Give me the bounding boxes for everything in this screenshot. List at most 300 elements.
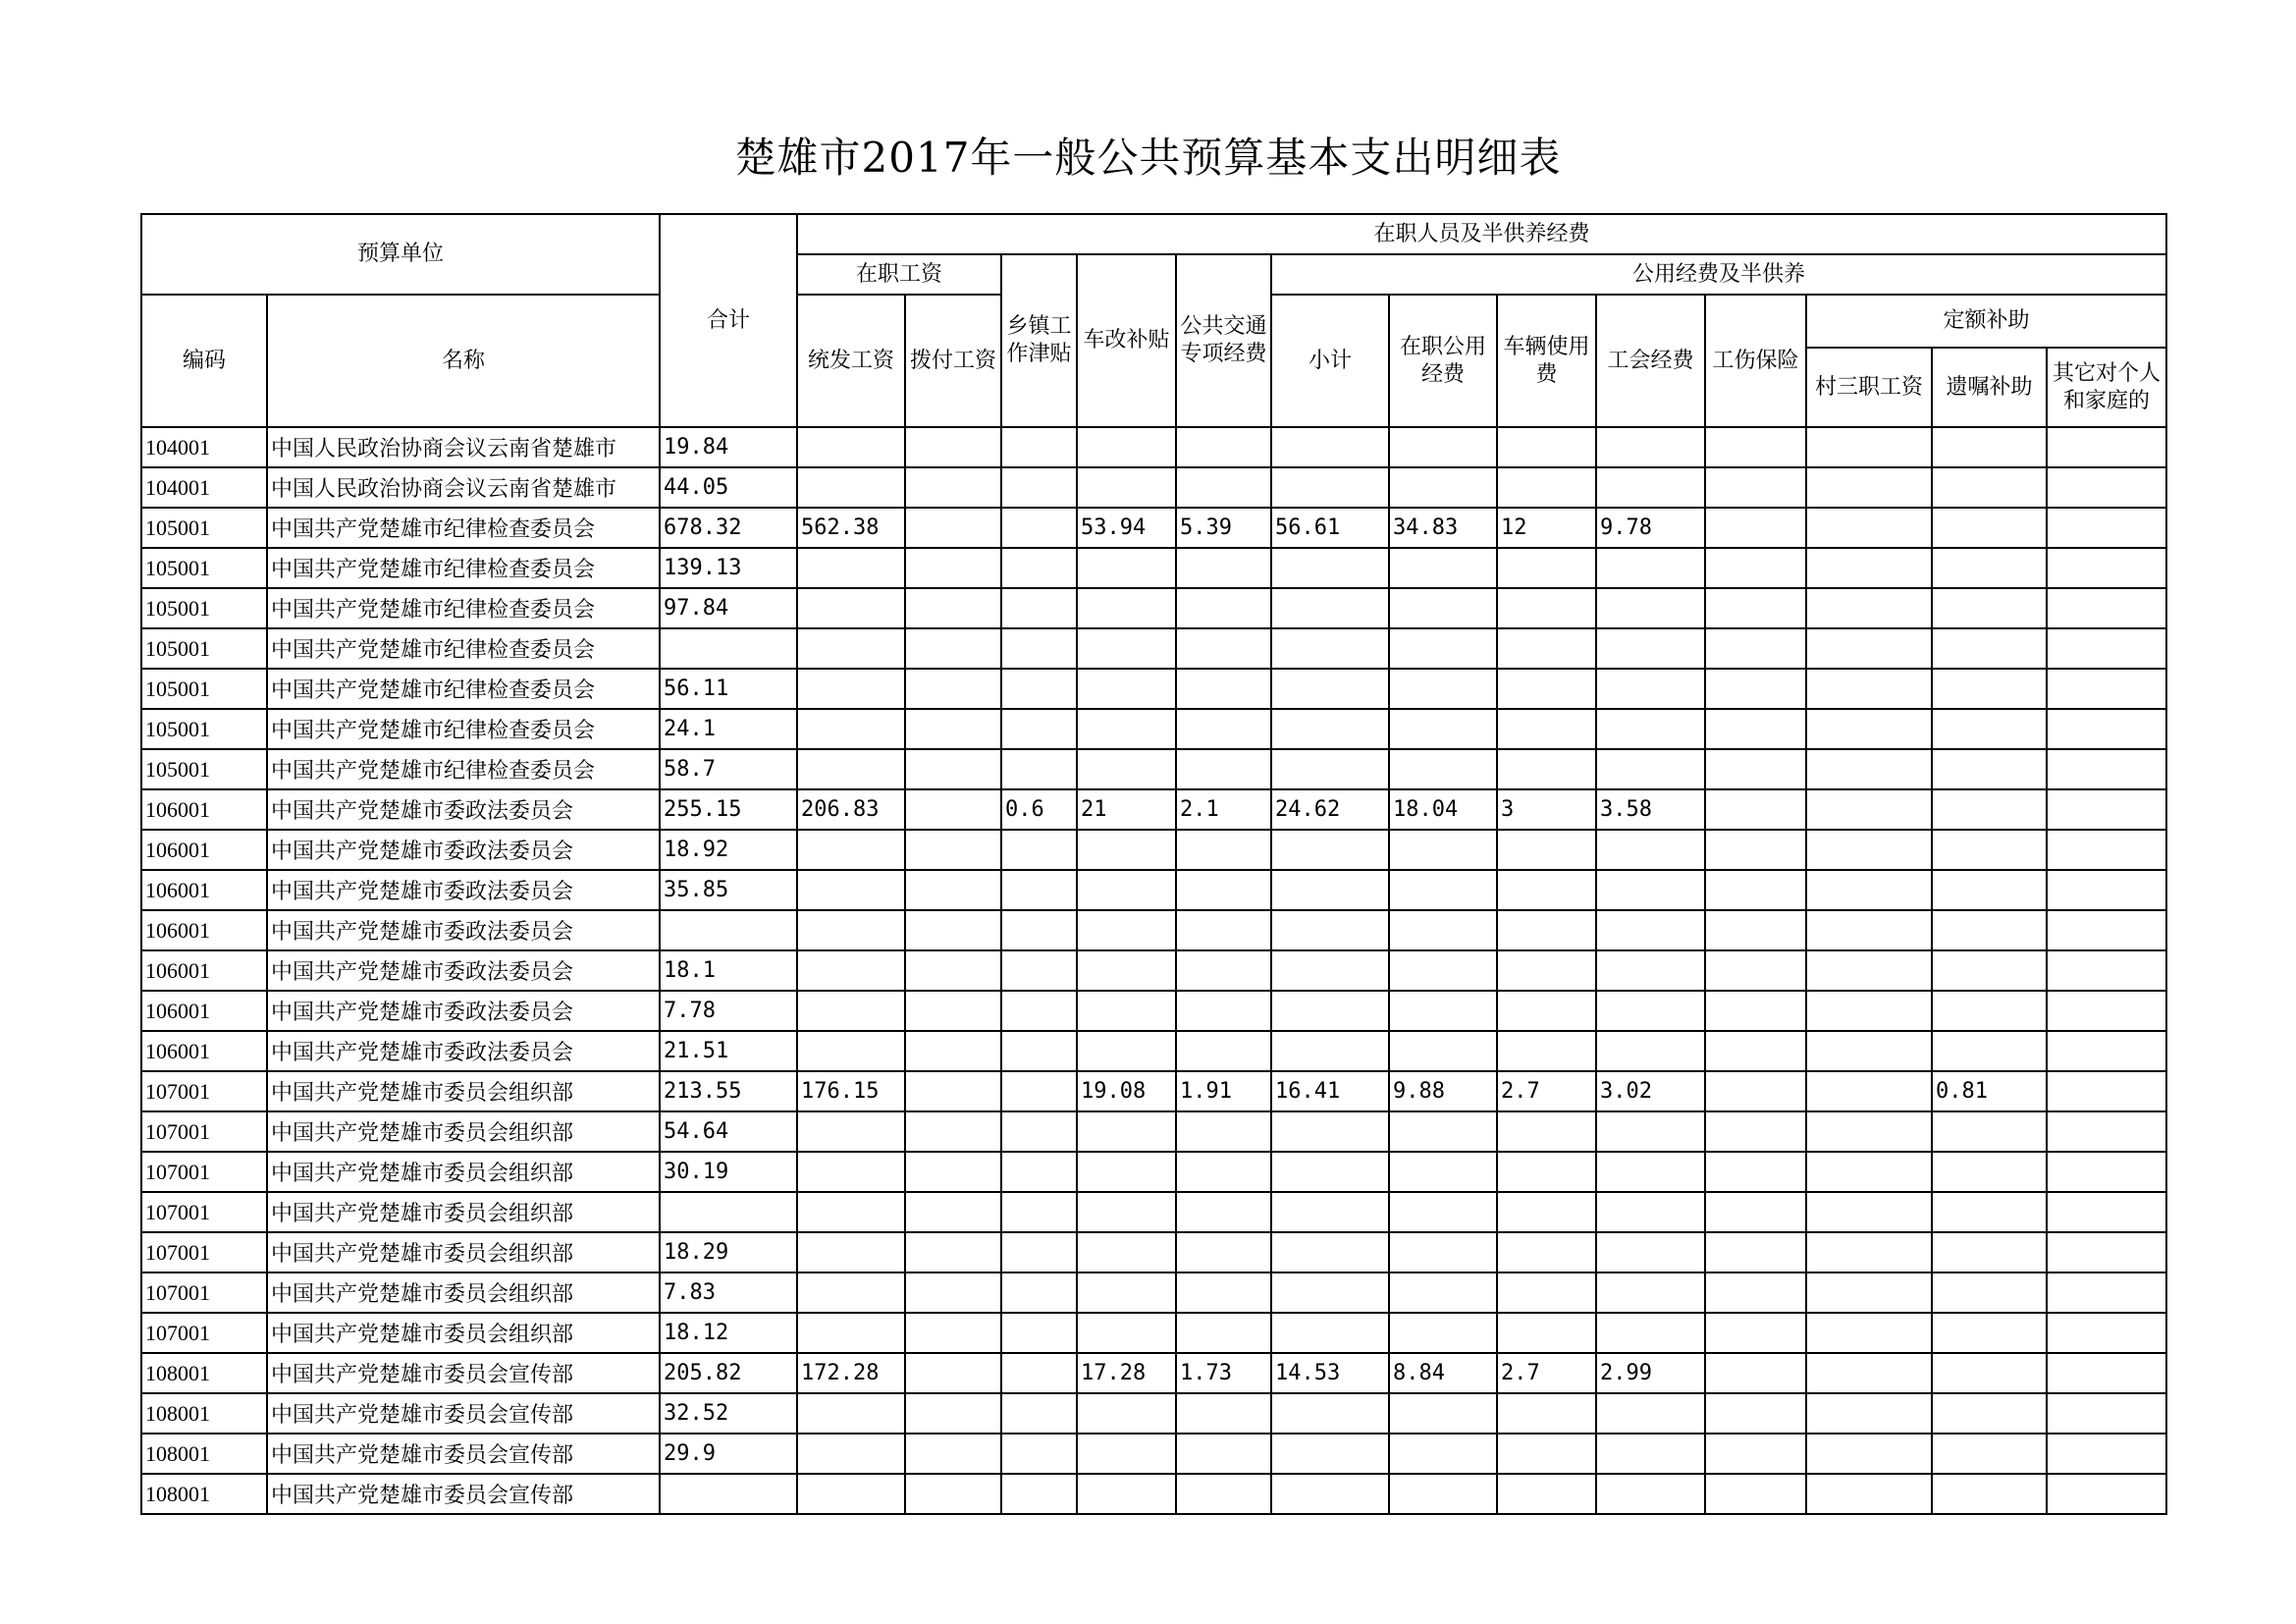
cell-name: 中国共产党楚雄市委员会组织部: [267, 1071, 660, 1111]
cell-union-expense: [1596, 628, 1705, 669]
cell-vehicle-expense: [1497, 1232, 1596, 1272]
cell-vehicle-expense: [1497, 910, 1596, 950]
table-row: [141, 910, 2166, 950]
cell-survivor-subsidy: [1932, 1313, 2047, 1353]
cell-public-transport-special: [1176, 1313, 1271, 1353]
cell-allocated-salary: [905, 1031, 1001, 1071]
cell-other-personal-family: [2047, 910, 2166, 950]
cell-total: 19.84: [660, 427, 797, 467]
cell-name: 中国共产党楚雄市委员会组织部: [267, 1111, 660, 1152]
cell-village-three-salary: [1806, 789, 1932, 830]
header-code: 编码: [141, 295, 267, 427]
cell-subtotal: [1271, 1313, 1389, 1353]
header-vehicle-expense: 车辆使用费: [1497, 295, 1596, 427]
cell-village-three-salary: [1806, 749, 1932, 789]
cell-subtotal: [1271, 910, 1389, 950]
table-row: [141, 1272, 2166, 1313]
cell-subtotal: [1271, 1111, 1389, 1152]
cell-public-transport-special: [1176, 1474, 1271, 1514]
cell-survivor-subsidy: [1932, 1111, 2047, 1152]
cell-unified-salary: [797, 1393, 905, 1434]
cell-code: 107001: [141, 1152, 267, 1192]
cell-subtotal: [1271, 628, 1389, 669]
cell-subtotal: [1271, 830, 1389, 870]
cell-total: 24.1: [660, 709, 797, 749]
cell-staff-public-expense: 34.83: [1389, 508, 1497, 548]
cell-staff-public-expense: [1389, 548, 1497, 588]
cell-village-three-salary: [1806, 1313, 1932, 1353]
cell-vehicle-expense: [1497, 950, 1596, 991]
cell-vehicle-expense: 2.7: [1497, 1353, 1596, 1393]
cell-other-personal-family: [2047, 628, 2166, 669]
cell-unified-salary: [797, 1031, 905, 1071]
cell-code: 104001: [141, 467, 267, 508]
cell-injury-insurance: [1705, 1272, 1806, 1313]
cell-car-reform-subsidy: [1077, 467, 1176, 508]
header-other-personal-family: 其它对个人和家庭的: [2047, 348, 2166, 427]
cell-other-personal-family: [2047, 1232, 2166, 1272]
page-title: 楚雄市2017年一般公共预算基本支出明细表: [734, 134, 1562, 182]
cell-survivor-subsidy: [1932, 789, 2047, 830]
cell-subtotal: 56.61: [1271, 508, 1389, 548]
cell-vehicle-expense: [1497, 669, 1596, 709]
cell-public-transport-special: [1176, 427, 1271, 467]
cell-survivor-subsidy: [1932, 910, 2047, 950]
cell-car-reform-subsidy: [1077, 870, 1176, 910]
cell-subtotal: [1271, 1393, 1389, 1434]
cell-staff-public-expense: [1389, 1313, 1497, 1353]
table-row: [141, 709, 2166, 749]
cell-other-personal-family: [2047, 1393, 2166, 1434]
cell-vehicle-expense: [1497, 1272, 1596, 1313]
table-row: [141, 467, 2166, 508]
cell-survivor-subsidy: [1932, 749, 2047, 789]
table-row: [141, 427, 2166, 467]
cell-subtotal: [1271, 669, 1389, 709]
cell-total: [660, 910, 797, 950]
cell-township-allowance: [1001, 1474, 1077, 1514]
cell-other-personal-family: [2047, 548, 2166, 588]
cell-village-three-salary: [1806, 669, 1932, 709]
cell-code: 108001: [141, 1353, 267, 1393]
cell-staff-public-expense: [1389, 669, 1497, 709]
cell-township-allowance: [1001, 1192, 1077, 1232]
cell-injury-insurance: [1705, 427, 1806, 467]
cell-car-reform-subsidy: 21: [1077, 789, 1176, 830]
cell-survivor-subsidy: [1932, 1474, 2047, 1514]
cell-injury-insurance: [1705, 669, 1806, 709]
cell-vehicle-expense: 2.7: [1497, 1071, 1596, 1111]
cell-survivor-subsidy: [1932, 548, 2047, 588]
cell-union-expense: [1596, 830, 1705, 870]
header-budget-unit: 预算单位: [141, 214, 660, 295]
cell-allocated-salary: [905, 1474, 1001, 1514]
cell-total: 35.85: [660, 870, 797, 910]
cell-township-allowance: [1001, 427, 1077, 467]
cell-code: 105001: [141, 749, 267, 789]
cell-public-transport-special: 2.1: [1176, 789, 1271, 830]
cell-vehicle-expense: [1497, 1393, 1596, 1434]
cell-total: 18.92: [660, 830, 797, 870]
cell-unified-salary: [797, 1434, 905, 1474]
header-staff-salary: 在职工资: [797, 254, 1001, 295]
cell-township-allowance: [1001, 1393, 1077, 1434]
cell-public-transport-special: [1176, 1434, 1271, 1474]
cell-village-three-salary: [1806, 628, 1932, 669]
cell-public-transport-special: [1176, 467, 1271, 508]
cell-allocated-salary: [905, 1071, 1001, 1111]
cell-allocated-salary: [905, 1192, 1001, 1232]
cell-public-transport-special: [1176, 830, 1271, 870]
cell-code: 107001: [141, 1071, 267, 1111]
cell-village-three-salary: [1806, 1232, 1932, 1272]
cell-township-allowance: [1001, 1152, 1077, 1192]
cell-injury-insurance: [1705, 1031, 1806, 1071]
header-allocated-salary: 拨付工资: [905, 295, 1001, 427]
cell-union-expense: [1596, 1111, 1705, 1152]
cell-staff-public-expense: [1389, 1192, 1497, 1232]
cell-union-expense: [1596, 1434, 1705, 1474]
cell-vehicle-expense: [1497, 830, 1596, 870]
cell-name: 中国共产党楚雄市委员会组织部: [267, 1313, 660, 1353]
cell-subtotal: 16.41: [1271, 1071, 1389, 1111]
table-row: [141, 1192, 2166, 1232]
cell-survivor-subsidy: [1932, 1192, 2047, 1232]
cell-vehicle-expense: [1497, 1313, 1596, 1353]
table-row: [141, 588, 2166, 628]
header-public-transport-special: 公共交通专项经费: [1176, 254, 1271, 427]
cell-staff-public-expense: [1389, 588, 1497, 628]
cell-survivor-subsidy: [1932, 991, 2047, 1031]
cell-injury-insurance: [1705, 1474, 1806, 1514]
cell-village-three-salary: [1806, 910, 1932, 950]
cell-code: 107001: [141, 1192, 267, 1232]
cell-vehicle-expense: [1497, 1434, 1596, 1474]
cell-township-allowance: [1001, 991, 1077, 1031]
cell-unified-salary: [797, 1111, 905, 1152]
cell-other-personal-family: [2047, 749, 2166, 789]
cell-other-personal-family: [2047, 1071, 2166, 1111]
cell-injury-insurance: [1705, 950, 1806, 991]
cell-car-reform-subsidy: [1077, 991, 1176, 1031]
cell-subtotal: [1271, 1272, 1389, 1313]
cell-car-reform-subsidy: [1077, 1232, 1176, 1272]
cell-other-personal-family: [2047, 870, 2166, 910]
cell-name: 中国共产党楚雄市委员会组织部: [267, 1272, 660, 1313]
cell-unified-salary: 172.28: [797, 1353, 905, 1393]
cell-union-expense: [1596, 870, 1705, 910]
cell-survivor-subsidy: [1932, 950, 2047, 991]
cell-village-three-salary: [1806, 588, 1932, 628]
cell-township-allowance: [1001, 910, 1077, 950]
cell-survivor-subsidy: [1932, 870, 2047, 910]
cell-allocated-salary: [905, 1272, 1001, 1313]
cell-public-transport-special: [1176, 628, 1271, 669]
cell-subtotal: [1271, 749, 1389, 789]
cell-code: 108001: [141, 1434, 267, 1474]
cell-staff-public-expense: [1389, 709, 1497, 749]
cell-other-personal-family: [2047, 709, 2166, 749]
cell-unified-salary: [797, 467, 905, 508]
header-fixed-subsidy: 定额补助: [1806, 295, 2166, 348]
header-staff-and-support: 在职人员及半供养经费: [797, 214, 2166, 254]
cell-subtotal: [1271, 870, 1389, 910]
cell-union-expense: [1596, 749, 1705, 789]
cell-township-allowance: [1001, 1071, 1077, 1111]
cell-name: 中国共产党楚雄市委政法委员会: [267, 910, 660, 950]
cell-car-reform-subsidy: [1077, 427, 1176, 467]
cell-code: 105001: [141, 669, 267, 709]
cell-name: 中国共产党楚雄市委员会宣传部: [267, 1474, 660, 1514]
cell-injury-insurance: [1705, 1353, 1806, 1393]
cell-vehicle-expense: [1497, 1152, 1596, 1192]
cell-township-allowance: [1001, 588, 1077, 628]
cell-car-reform-subsidy: [1077, 1031, 1176, 1071]
cell-allocated-salary: [905, 548, 1001, 588]
cell-total: 205.82: [660, 1353, 797, 1393]
cell-township-allowance: [1001, 669, 1077, 709]
cell-union-expense: [1596, 588, 1705, 628]
cell-unified-salary: [797, 749, 905, 789]
cell-staff-public-expense: 9.88: [1389, 1071, 1497, 1111]
cell-township-allowance: [1001, 950, 1077, 991]
cell-name: 中国共产党楚雄市委员会组织部: [267, 1152, 660, 1192]
cell-vehicle-expense: [1497, 588, 1596, 628]
cell-code: 105001: [141, 709, 267, 749]
cell-other-personal-family: [2047, 1474, 2166, 1514]
cell-public-transport-special: [1176, 910, 1271, 950]
cell-survivor-subsidy: [1932, 1393, 2047, 1434]
cell-name: 中国共产党楚雄市委员会宣传部: [267, 1393, 660, 1434]
cell-code: 107001: [141, 1111, 267, 1152]
header-unified-salary: 统发工资: [797, 295, 905, 427]
cell-survivor-subsidy: [1932, 628, 2047, 669]
cell-unified-salary: [797, 870, 905, 910]
cell-code: 106001: [141, 789, 267, 830]
cell-township-allowance: [1001, 628, 1077, 669]
cell-staff-public-expense: 18.04: [1389, 789, 1497, 830]
cell-other-personal-family: [2047, 588, 2166, 628]
cell-village-three-salary: [1806, 427, 1932, 467]
cell-code: 105001: [141, 628, 267, 669]
cell-name: 中国共产党楚雄市委政法委员会: [267, 1031, 660, 1071]
cell-allocated-salary: [905, 950, 1001, 991]
header-staff-public-expense: 在职公用经费: [1389, 295, 1497, 427]
cell-subtotal: [1271, 1434, 1389, 1474]
cell-allocated-salary: [905, 1353, 1001, 1393]
table-row: [141, 1071, 2166, 1111]
cell-unified-salary: [797, 991, 905, 1031]
cell-total: 255.15: [660, 789, 797, 830]
table-row: [141, 1031, 2166, 1071]
cell-village-three-salary: [1806, 1353, 1932, 1393]
cell-unified-salary: [797, 669, 905, 709]
cell-code: 106001: [141, 870, 267, 910]
cell-total: [660, 1192, 797, 1232]
cell-car-reform-subsidy: [1077, 1434, 1176, 1474]
cell-car-reform-subsidy: [1077, 1111, 1176, 1152]
cell-name: 中国共产党楚雄市委员会宣传部: [267, 1434, 660, 1474]
cell-vehicle-expense: 12: [1497, 508, 1596, 548]
cell-staff-public-expense: [1389, 749, 1497, 789]
cell-subtotal: 24.62: [1271, 789, 1389, 830]
table-row: [141, 991, 2166, 1031]
cell-total: 139.13: [660, 548, 797, 588]
cell-unified-salary: 562.38: [797, 508, 905, 548]
cell-car-reform-subsidy: [1077, 749, 1176, 789]
cell-vehicle-expense: 3: [1497, 789, 1596, 830]
cell-other-personal-family: [2047, 467, 2166, 508]
cell-union-expense: [1596, 548, 1705, 588]
cell-allocated-salary: [905, 991, 1001, 1031]
header-subtotal: 小计: [1271, 295, 1389, 427]
cell-code: 107001: [141, 1232, 267, 1272]
cell-unified-salary: [797, 1474, 905, 1514]
cell-township-allowance: [1001, 830, 1077, 870]
cell-township-allowance: [1001, 1434, 1077, 1474]
cell-subtotal: [1271, 467, 1389, 508]
cell-subtotal: [1271, 1152, 1389, 1192]
cell-injury-insurance: [1705, 628, 1806, 669]
cell-code: 105001: [141, 588, 267, 628]
cell-other-personal-family: [2047, 991, 2166, 1031]
cell-car-reform-subsidy: [1077, 1393, 1176, 1434]
cell-code: 105001: [141, 548, 267, 588]
cell-injury-insurance: [1705, 1434, 1806, 1474]
cell-village-three-salary: [1806, 950, 1932, 991]
cell-unified-salary: [797, 1232, 905, 1272]
cell-staff-public-expense: [1389, 870, 1497, 910]
cell-injury-insurance: [1705, 749, 1806, 789]
cell-public-transport-special: 1.91: [1176, 1071, 1271, 1111]
table-row: [141, 1393, 2166, 1434]
cell-injury-insurance: [1705, 1111, 1806, 1152]
cell-allocated-salary: [905, 508, 1001, 548]
cell-vehicle-expense: [1497, 870, 1596, 910]
cell-name: 中国共产党楚雄市纪律检查委员会: [267, 548, 660, 588]
header-name: 名称: [267, 295, 660, 427]
cell-union-expense: [1596, 1192, 1705, 1232]
cell-unified-salary: [797, 1152, 905, 1192]
cell-injury-insurance: [1705, 467, 1806, 508]
cell-staff-public-expense: [1389, 950, 1497, 991]
cell-subtotal: [1271, 427, 1389, 467]
cell-car-reform-subsidy: [1077, 1313, 1176, 1353]
cell-staff-public-expense: [1389, 1152, 1497, 1192]
cell-township-allowance: [1001, 1313, 1077, 1353]
table-header: [141, 214, 2166, 427]
cell-staff-public-expense: [1389, 1111, 1497, 1152]
cell-name: 中国共产党楚雄市委政法委员会: [267, 870, 660, 910]
cell-code: 108001: [141, 1474, 267, 1514]
cell-survivor-subsidy: [1932, 1434, 2047, 1474]
cell-allocated-salary: [905, 1232, 1001, 1272]
cell-car-reform-subsidy: [1077, 588, 1176, 628]
cell-union-expense: [1596, 910, 1705, 950]
cell-union-expense: 3.58: [1596, 789, 1705, 830]
cell-injury-insurance: [1705, 991, 1806, 1031]
cell-public-transport-special: [1176, 1393, 1271, 1434]
header-village-three-salary: 村三职工资: [1806, 348, 1932, 427]
cell-township-allowance: [1001, 548, 1077, 588]
cell-car-reform-subsidy: [1077, 1192, 1176, 1232]
cell-total: 18.29: [660, 1232, 797, 1272]
cell-injury-insurance: [1705, 548, 1806, 588]
cell-village-three-salary: [1806, 1071, 1932, 1111]
cell-subtotal: [1271, 1031, 1389, 1071]
cell-code: 105001: [141, 508, 267, 548]
cell-total: 18.1: [660, 950, 797, 991]
cell-staff-public-expense: [1389, 427, 1497, 467]
cell-other-personal-family: [2047, 1192, 2166, 1232]
table-row: [141, 1434, 2166, 1474]
cell-car-reform-subsidy: [1077, 628, 1176, 669]
cell-car-reform-subsidy: [1077, 830, 1176, 870]
cell-public-transport-special: [1176, 669, 1271, 709]
cell-allocated-salary: [905, 910, 1001, 950]
cell-union-expense: [1596, 669, 1705, 709]
cell-total: 213.55: [660, 1071, 797, 1111]
cell-township-allowance: [1001, 1272, 1077, 1313]
cell-total: 21.51: [660, 1031, 797, 1071]
cell-code: 106001: [141, 950, 267, 991]
cell-car-reform-subsidy: [1077, 1272, 1176, 1313]
cell-injury-insurance: [1705, 508, 1806, 548]
cell-survivor-subsidy: [1932, 669, 2047, 709]
cell-car-reform-subsidy: [1077, 1474, 1176, 1514]
cell-subtotal: 14.53: [1271, 1353, 1389, 1393]
cell-other-personal-family: [2047, 789, 2166, 830]
cell-car-reform-subsidy: [1077, 1152, 1176, 1192]
cell-survivor-subsidy: 0.81: [1932, 1071, 2047, 1111]
cell-other-personal-family: [2047, 427, 2166, 467]
cell-public-transport-special: [1176, 709, 1271, 749]
cell-allocated-salary: [905, 1393, 1001, 1434]
cell-unified-salary: [797, 709, 905, 749]
cell-allocated-salary: [905, 1152, 1001, 1192]
cell-allocated-salary: [905, 870, 1001, 910]
cell-staff-public-expense: [1389, 1232, 1497, 1272]
cell-vehicle-expense: [1497, 467, 1596, 508]
cell-village-three-salary: [1806, 1393, 1932, 1434]
cell-other-personal-family: [2047, 1152, 2166, 1192]
cell-staff-public-expense: [1389, 1031, 1497, 1071]
table-row: [141, 1111, 2166, 1152]
cell-union-expense: [1596, 950, 1705, 991]
cell-township-allowance: [1001, 709, 1077, 749]
table-body: [141, 427, 2166, 1514]
cell-allocated-salary: [905, 467, 1001, 508]
cell-union-expense: [1596, 1031, 1705, 1071]
header-survivor-subsidy: 遗嘱补助: [1932, 348, 2047, 427]
cell-code: 106001: [141, 1031, 267, 1071]
cell-total: [660, 1474, 797, 1514]
cell-survivor-subsidy: [1932, 830, 2047, 870]
cell-injury-insurance: [1705, 709, 1806, 749]
cell-survivor-subsidy: [1932, 588, 2047, 628]
cell-total: [660, 628, 797, 669]
header-car-reform-subsidy: 车改补贴: [1077, 254, 1176, 427]
cell-village-three-salary: [1806, 709, 1932, 749]
cell-subtotal: [1271, 588, 1389, 628]
cell-total: 97.84: [660, 588, 797, 628]
cell-township-allowance: [1001, 870, 1077, 910]
cell-other-personal-family: [2047, 1031, 2166, 1071]
cell-car-reform-subsidy: 53.94: [1077, 508, 1176, 548]
cell-union-expense: 3.02: [1596, 1071, 1705, 1111]
cell-car-reform-subsidy: 17.28: [1077, 1353, 1176, 1393]
cell-union-expense: [1596, 427, 1705, 467]
